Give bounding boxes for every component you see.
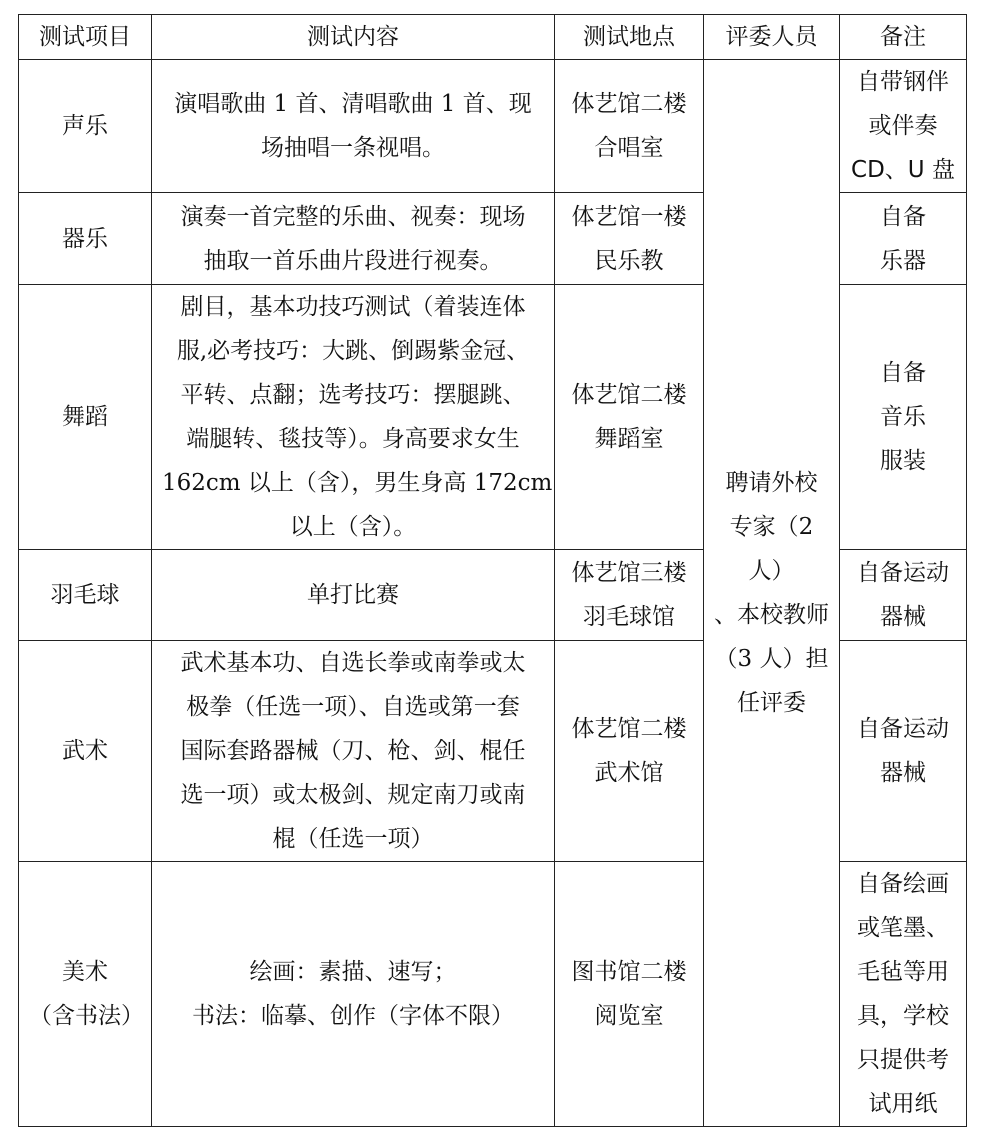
location-line: 体艺馆二楼 [571,382,687,408]
note-cell [840,285,967,550]
category-text: 器乐 [62,225,108,252]
content-line: 武术基本功、自选长拳或南拳或太 [180,650,526,676]
content-cell [152,641,555,862]
location-line: 体艺馆一楼 [571,203,687,230]
note-cell [840,193,967,285]
location-line: 体艺馆二楼 [571,91,687,117]
header-test-item: 测试项目 [19,15,152,60]
content-line: 单打比赛 [307,582,399,608]
judges-line: （3 人）担 [714,646,829,672]
content-line: 以上（含）。 [289,514,417,540]
judges-line: 聘请外校 [725,470,818,496]
location-cell [555,641,704,862]
header-test-content: 测试内容 [152,15,555,60]
content-cell [152,285,555,550]
location-cell [555,550,704,641]
content-cell [152,193,555,285]
content-line: 棍（任选一项） [272,826,434,852]
category-text: 美术 [62,959,108,985]
note-line: 服装 [880,448,926,474]
header-notes: 备注 [840,15,967,60]
note-line: 毛毡等用 [857,959,949,985]
note-line: 器械 [880,760,926,786]
note-line: CD、U 盘 [851,157,955,183]
note-line: 或笔墨、 [857,915,949,941]
content-line: 端腿转、毯技等）。身高要求女生 [186,426,520,452]
content-line: 抽取一首乐曲片段进行视奏。 [203,247,503,274]
note-cell [840,550,967,641]
content-cell [152,60,555,193]
location-cell [555,60,704,193]
location-line: 阅览室 [594,1003,664,1029]
category-cell [19,60,152,193]
location-line: 羽毛球馆 [583,604,675,630]
category-text: （含书法） [29,1003,144,1029]
note-line: 乐器 [880,247,926,274]
table-row [19,60,967,193]
note-line: 音乐 [880,404,926,430]
note-line: 自备 [880,360,926,386]
content-line: 服,必考技巧：大跳、倒踢紫金冠、 [176,338,530,364]
location-cell [555,193,704,285]
header-test-location: 测试地点 [555,15,704,60]
content-line: 场抽唱一条视唱。 [261,135,445,161]
judges-line: 专家（2 [729,514,814,540]
header-row [19,15,967,60]
content-line: 国际套路器械（刀、枪、剑、棍任 [180,738,526,764]
content-line: 平转、点翻；选考技巧：摆腿跳、 [180,382,526,408]
location-line: 图书馆二楼 [571,959,687,985]
category-cell [19,193,152,285]
note-line: 或伴奏 [868,113,938,139]
exam-table [18,14,967,1127]
judges-cell [704,60,840,1127]
content-line: 162cm 以上（含），男生身高 172cm [162,470,553,496]
judges-line: 人） [748,558,795,584]
note-line: 自备运动 [857,560,949,586]
category-text: 羽毛球 [50,582,120,608]
note-line: 只提供考 [857,1047,949,1073]
note-cell [840,641,967,862]
note-line: 自带钢伴 [857,69,949,95]
content-line: 绘画：素描、速写； [249,959,457,985]
location-line: 民乐教 [594,247,664,274]
note-cell [840,60,967,193]
content-line: 书法：临摹、创作（字体不限） [192,1003,514,1029]
content-cell [152,862,555,1127]
note-line: 自备绘画 [857,871,949,897]
location-line: 体艺馆二楼 [571,716,687,742]
category-text: 声乐 [62,113,108,139]
content-cell [152,550,555,641]
note-line: 自备 [880,203,926,230]
location-line: 武术馆 [594,760,664,786]
note-line: 具，学校 [857,1003,949,1029]
location-line: 合唱室 [594,135,664,161]
content-line: 演奏一首完整的乐曲、视奏：现场 [180,203,526,230]
content-line: 选一项）或太极剑、规定南刀或南 [180,782,526,808]
category-cell [19,285,152,550]
note-line: 自备运动 [857,716,949,742]
location-cell [555,285,704,550]
note-line: 器械 [880,604,926,630]
category-cell [19,641,152,862]
header-judges: 评委人员 [704,15,840,60]
location-line: 舞蹈室 [594,426,664,452]
category-cell [19,550,152,641]
judges-line: 任评委 [737,690,806,716]
category-text: 武术 [62,738,108,764]
note-line: 试用纸 [868,1091,938,1117]
category-cell [19,862,152,1127]
content-line: 剧目，基本功技巧测试（着装连体 [180,294,526,320]
note-cell [840,862,967,1127]
location-cell [555,862,704,1127]
content-line: 演唱歌曲 1 首、清唱歌曲 1 首、现 [174,91,532,117]
content-line: 极拳（任选一项）、自选或第一套 [186,694,520,720]
judges-line: 、本校教师 [714,602,829,628]
category-text: 舞蹈 [62,404,108,430]
location-line: 体艺馆三楼 [571,560,687,586]
